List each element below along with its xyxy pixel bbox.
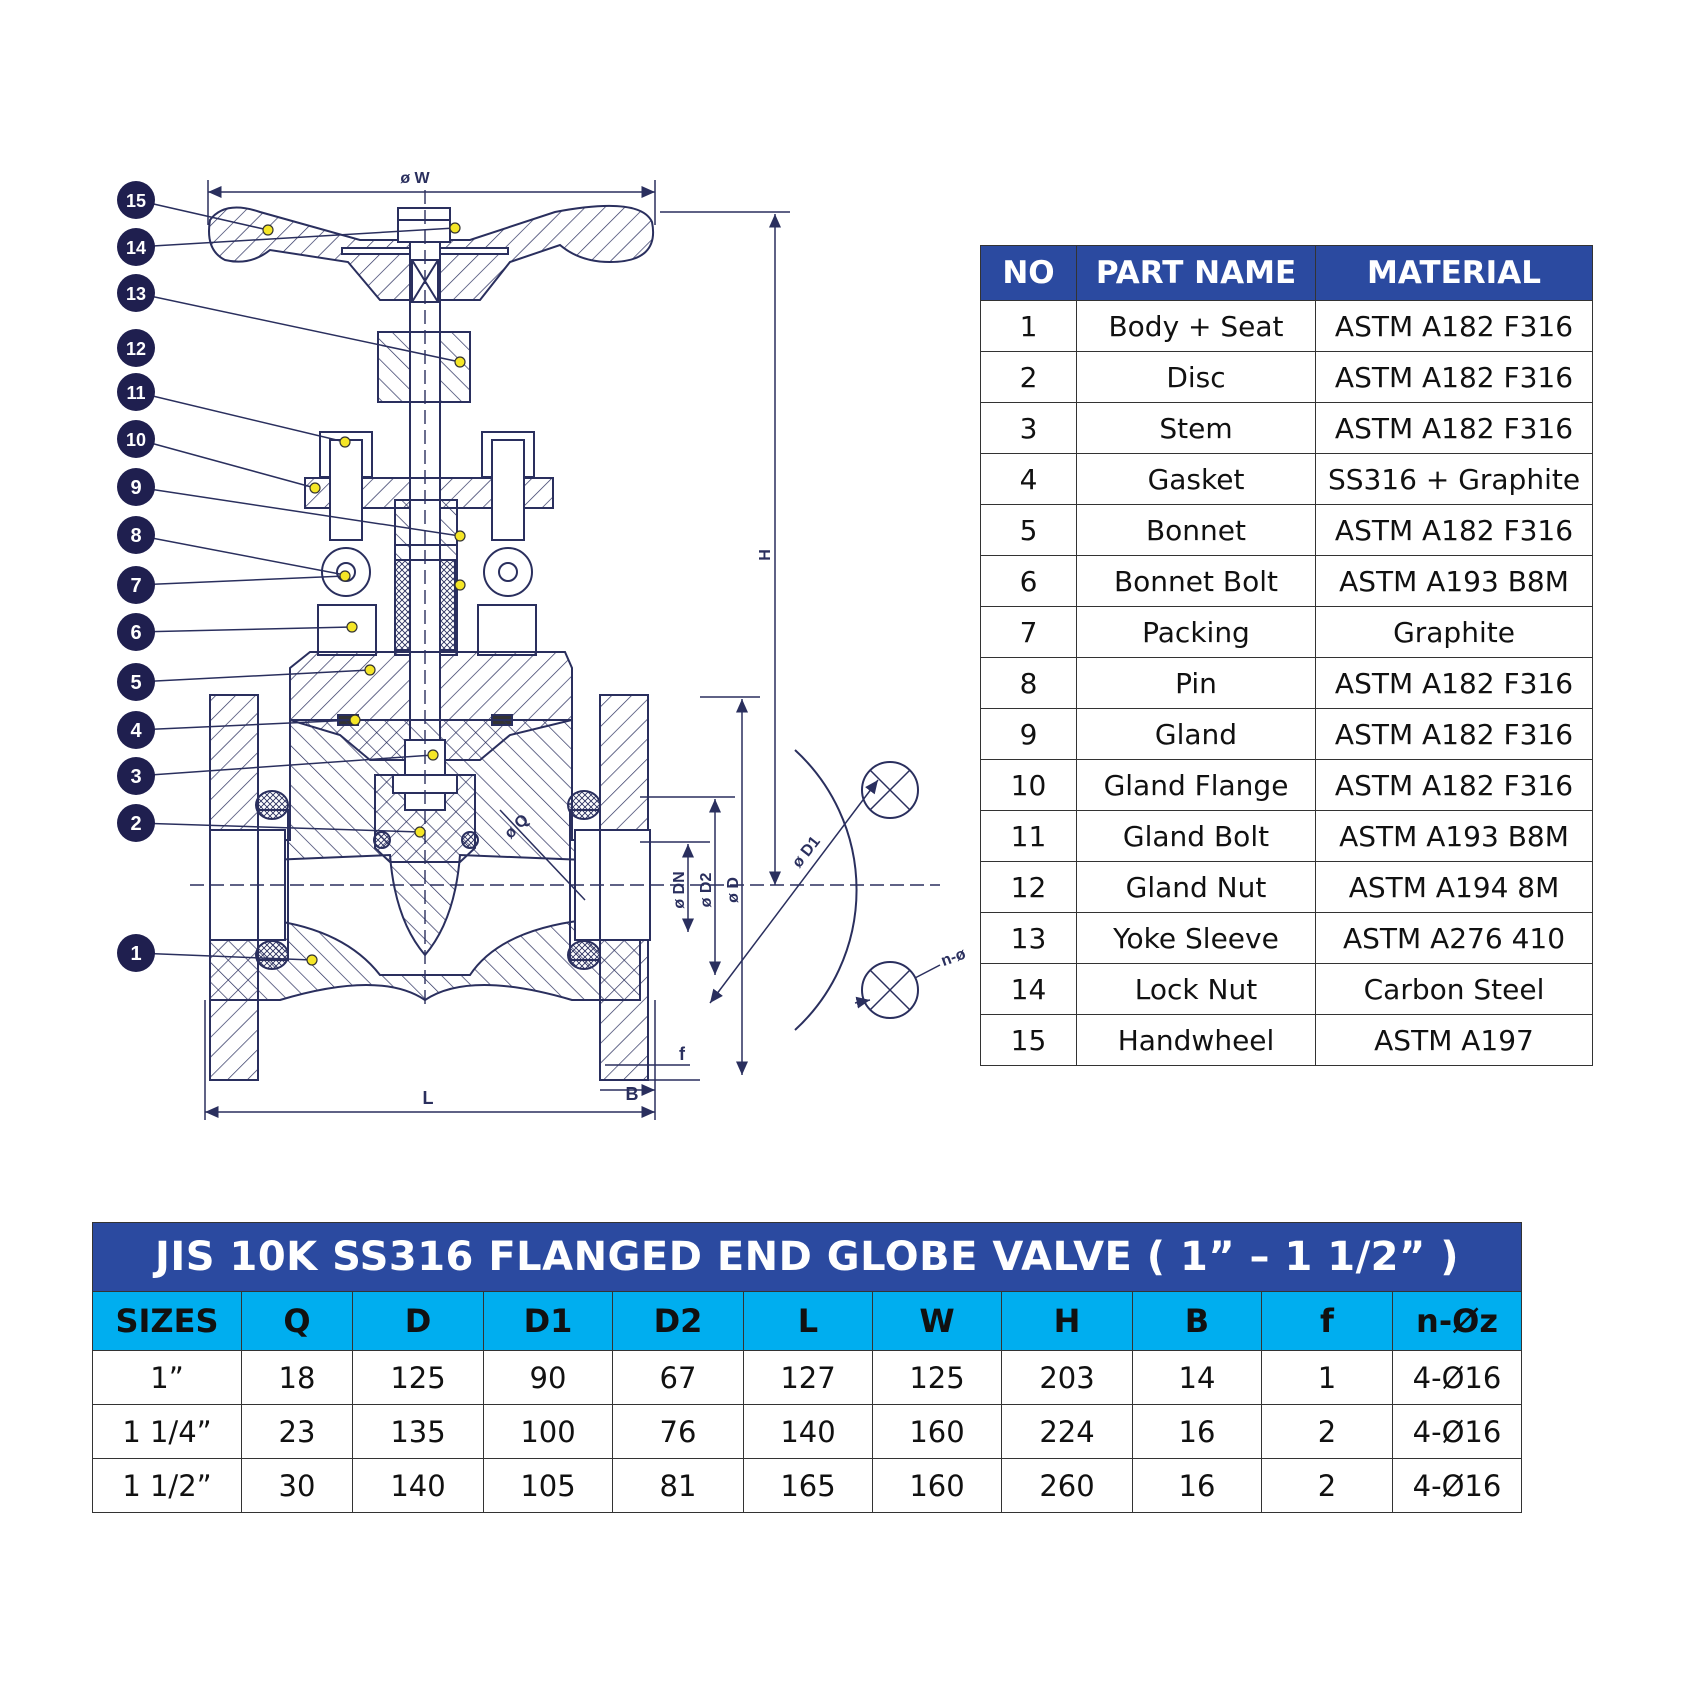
size-value-cell: 260 xyxy=(1002,1459,1133,1513)
dimensions-table xyxy=(92,1222,1522,1513)
parts-table-body xyxy=(981,301,1593,1066)
svg-text:7: 7 xyxy=(130,575,142,597)
callout-12 xyxy=(117,329,155,367)
table-row xyxy=(981,454,1593,505)
part-no-cell: 9 xyxy=(981,709,1077,760)
size-value-cell: 81 xyxy=(613,1459,744,1513)
size-value-cell: 16 xyxy=(1133,1405,1262,1459)
svg-text:9: 9 xyxy=(130,477,142,499)
dim-d1-label: ø D1 xyxy=(789,833,824,872)
svg-text:11: 11 xyxy=(126,383,146,403)
part-name-cell: Bonnet Bolt xyxy=(1077,556,1316,607)
header-part-name: PART NAME xyxy=(1077,246,1316,301)
dim-d2-label: ø D2 xyxy=(698,872,715,908)
part-no-cell: 5 xyxy=(981,505,1077,556)
table-row xyxy=(981,352,1593,403)
size-value-cell: 90 xyxy=(484,1351,613,1405)
svg-text:12: 12 xyxy=(125,339,147,359)
part-no-cell: 15 xyxy=(981,1015,1077,1066)
packing-right xyxy=(440,560,455,650)
size-value-cell: 14 xyxy=(1133,1351,1262,1405)
size-value-cell: 160 xyxy=(873,1405,1002,1459)
size-value-cell: 4-Ø16 xyxy=(1393,1351,1522,1405)
size-value-cell: 224 xyxy=(1002,1405,1133,1459)
callout-10 xyxy=(117,420,155,458)
part-no-cell: 10 xyxy=(981,760,1077,811)
size-value-cell: 1” xyxy=(93,1351,242,1405)
part-name-cell: Handwheel xyxy=(1077,1015,1316,1066)
table-row xyxy=(981,505,1593,556)
size-value-cell: 1 xyxy=(1262,1351,1393,1405)
table-row xyxy=(981,1015,1593,1066)
size-header-cell: n-Øz xyxy=(1393,1292,1522,1351)
part-name-cell: Gland Bolt xyxy=(1077,811,1316,862)
callout-11 xyxy=(117,373,155,411)
size-value-cell: 30 xyxy=(242,1459,353,1513)
size-value-cell: 4-Ø16 xyxy=(1393,1405,1522,1459)
callout-4 xyxy=(117,711,155,749)
part-name-cell: Gland Flange xyxy=(1077,760,1316,811)
part-name-cell: Packing xyxy=(1077,607,1316,658)
material-cell: ASTM A182 F316 xyxy=(1316,709,1593,760)
material-cell: Carbon Steel xyxy=(1316,964,1593,1015)
size-value-cell: 100 xyxy=(484,1405,613,1459)
size-header-cell: L xyxy=(744,1292,873,1351)
packing-left xyxy=(395,560,410,650)
size-value-cell: 140 xyxy=(353,1459,484,1513)
size-table-header-row xyxy=(93,1292,1522,1351)
callout-5 xyxy=(117,663,155,701)
size-header-cell: B xyxy=(1133,1292,1262,1351)
svg-text:8: 8 xyxy=(130,525,142,547)
part-name-cell: Lock Nut xyxy=(1077,964,1316,1015)
part-name-cell: Disc xyxy=(1077,352,1316,403)
svg-text:13: 13 xyxy=(125,284,147,304)
dim-h-label: H xyxy=(757,549,774,561)
part-no-cell: 7 xyxy=(981,607,1077,658)
material-cell: ASTM A182 F316 xyxy=(1316,352,1593,403)
material-cell: ASTM A182 F316 xyxy=(1316,658,1593,709)
dim-d-label: ø D xyxy=(725,877,742,903)
size-header-cell: W xyxy=(873,1292,1002,1351)
part-name-cell: Bonnet xyxy=(1077,505,1316,556)
size-header-cell: f xyxy=(1262,1292,1393,1351)
size-header-cell: H xyxy=(1002,1292,1133,1351)
size-value-cell: 1 1/4” xyxy=(93,1405,242,1459)
header-material: MATERIAL xyxy=(1316,246,1593,301)
table-row xyxy=(981,709,1593,760)
callout-8 xyxy=(117,516,155,554)
svg-text:5: 5 xyxy=(130,672,142,694)
material-cell: ASTM A197 xyxy=(1316,1015,1593,1066)
part-name-cell: Body + Seat xyxy=(1077,301,1316,352)
part-no-cell: 13 xyxy=(981,913,1077,964)
table-row xyxy=(981,658,1593,709)
dim-dn-label: ø DN xyxy=(671,871,688,909)
table-row xyxy=(981,301,1593,352)
table-row xyxy=(981,964,1593,1015)
size-value-cell: 1 1/2” xyxy=(93,1459,242,1513)
size-value-cell: 203 xyxy=(1002,1351,1133,1405)
size-value-cell: 67 xyxy=(613,1351,744,1405)
size-value-cell: 135 xyxy=(353,1405,484,1459)
callout-6 xyxy=(117,613,155,651)
table-row xyxy=(981,862,1593,913)
part-no-cell: 11 xyxy=(981,811,1077,862)
table-row xyxy=(981,607,1593,658)
callout-14 xyxy=(117,228,155,266)
dim-l-label: L xyxy=(422,1088,434,1108)
size-value-cell: 140 xyxy=(744,1405,873,1459)
material-cell: ASTM A193 B8M xyxy=(1316,556,1593,607)
size-value-cell: 105 xyxy=(484,1459,613,1513)
header-no: NO xyxy=(981,246,1077,301)
part-no-cell: 4 xyxy=(981,454,1077,505)
svg-text:3: 3 xyxy=(130,766,142,788)
material-cell: ASTM A276 410 xyxy=(1316,913,1593,964)
material-cell: ASTM A182 F316 xyxy=(1316,760,1593,811)
size-header-cell: D1 xyxy=(484,1292,613,1351)
size-value-cell: 4-Ø16 xyxy=(1393,1459,1522,1513)
material-cell: SS316 + Graphite xyxy=(1316,454,1593,505)
table-row xyxy=(981,760,1593,811)
callout-13 xyxy=(117,274,155,312)
size-value-cell: 125 xyxy=(873,1351,1002,1405)
parts-material-table xyxy=(980,245,1593,1066)
size-value-cell: 16 xyxy=(1133,1459,1262,1513)
svg-text:2: 2 xyxy=(130,813,142,835)
dim-q-label: ø Q xyxy=(501,811,533,843)
part-no-cell: 14 xyxy=(981,964,1077,1015)
part-name-cell: Gland Nut xyxy=(1077,862,1316,913)
part-name-cell: Gland xyxy=(1077,709,1316,760)
callout-bubbles xyxy=(117,181,155,972)
material-cell: ASTM A182 F316 xyxy=(1316,505,1593,556)
table-row xyxy=(981,913,1593,964)
size-value-cell: 165 xyxy=(744,1459,873,1513)
part-name-cell: Yoke Sleeve xyxy=(1077,913,1316,964)
svg-text:4: 4 xyxy=(130,720,142,742)
part-no-cell: 3 xyxy=(981,403,1077,454)
svg-text:15: 15 xyxy=(125,191,147,211)
size-table-title-row xyxy=(93,1223,1522,1292)
dim-b-label: B xyxy=(625,1084,639,1104)
size-value-cell: 23 xyxy=(242,1405,353,1459)
lock-nut-shape xyxy=(398,208,450,242)
part-name-cell: Pin xyxy=(1077,658,1316,709)
material-cell: ASTM A182 F316 xyxy=(1316,301,1593,352)
valve-body-geometry xyxy=(190,190,940,1080)
size-table-title: JIS 10K SS316 FLANGED END GLOBE VALVE ( 1” – 1 1/2” ) xyxy=(93,1223,1522,1292)
callout-15 xyxy=(117,181,155,219)
size-value-cell: 18 xyxy=(242,1351,353,1405)
table-row xyxy=(981,403,1593,454)
dim-w-label: ø W xyxy=(400,170,430,187)
size-value-cell: 76 xyxy=(613,1405,744,1459)
gland-bolt-right xyxy=(482,432,534,596)
size-header-cell: Q xyxy=(242,1292,353,1351)
callout-9 xyxy=(117,468,155,506)
material-cell: ASTM A193 B8M xyxy=(1316,811,1593,862)
callout-7 xyxy=(117,566,155,604)
table-row xyxy=(981,811,1593,862)
size-header-cell: D2 xyxy=(613,1292,744,1351)
svg-text:1: 1 xyxy=(130,943,142,965)
parts-table-header-row xyxy=(981,246,1593,301)
part-no-cell: 8 xyxy=(981,658,1077,709)
svg-text:10: 10 xyxy=(125,430,147,450)
table-row xyxy=(93,1459,1522,1513)
size-table-body xyxy=(93,1351,1522,1513)
svg-text:14: 14 xyxy=(125,238,147,258)
table-row xyxy=(981,556,1593,607)
callout-1 xyxy=(117,934,155,972)
size-value-cell: 2 xyxy=(1262,1405,1393,1459)
svg-text:6: 6 xyxy=(130,622,142,644)
size-value-cell: 160 xyxy=(873,1459,1002,1513)
material-cell: ASTM A194 8M xyxy=(1316,862,1593,913)
size-value-cell: 125 xyxy=(353,1351,484,1405)
material-cell: ASTM A182 F316 xyxy=(1316,403,1593,454)
part-no-cell: 6 xyxy=(981,556,1077,607)
size-value-cell: 127 xyxy=(744,1351,873,1405)
part-name-cell: Gasket xyxy=(1077,454,1316,505)
table-row xyxy=(93,1405,1522,1459)
size-header-cell: SIZES xyxy=(93,1292,242,1351)
part-no-cell: 1 xyxy=(981,301,1077,352)
part-no-cell: 12 xyxy=(981,862,1077,913)
material-cell: Graphite xyxy=(1316,607,1593,658)
size-value-cell: 2 xyxy=(1262,1459,1393,1513)
part-no-cell: 2 xyxy=(981,352,1077,403)
part-name-cell: Stem xyxy=(1077,403,1316,454)
size-header-cell: D xyxy=(353,1292,484,1351)
callout-2 xyxy=(117,804,155,842)
callout-3 xyxy=(117,757,155,795)
dim-f-label: f xyxy=(679,1044,685,1064)
dim-nz-label: n-ø xyxy=(938,945,969,971)
table-row xyxy=(93,1351,1522,1405)
